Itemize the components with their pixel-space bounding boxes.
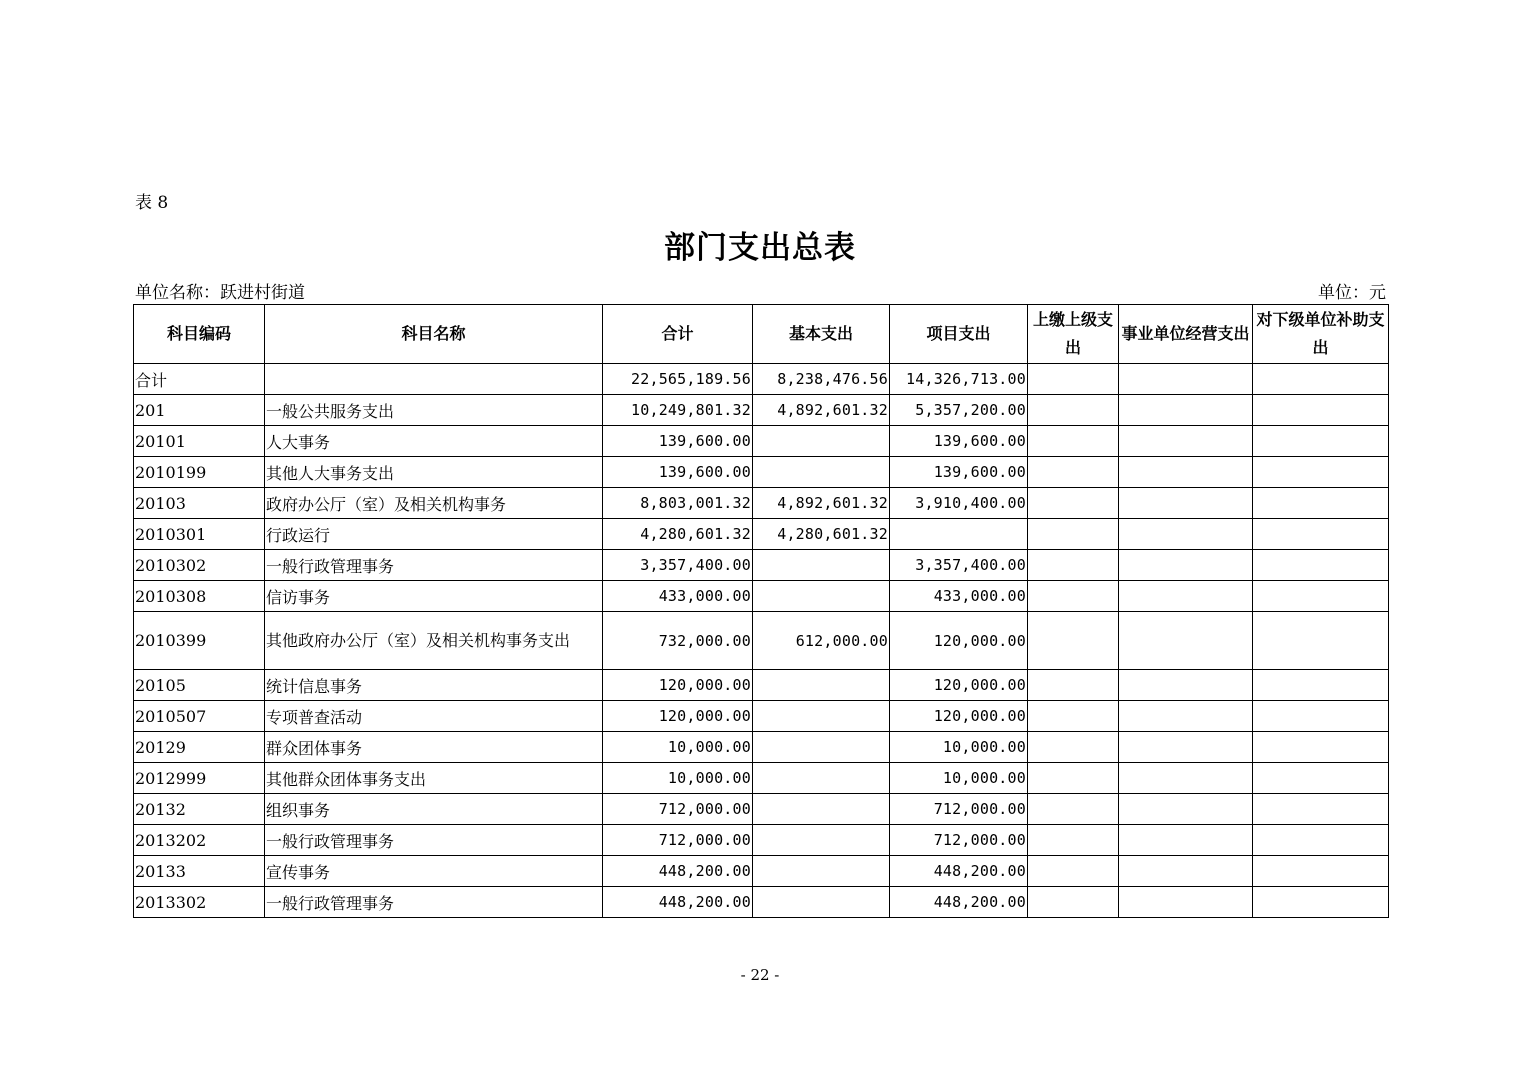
cell-name	[265, 364, 603, 395]
cell-code: 2013302	[134, 887, 265, 918]
cell-project: 139,600.00	[890, 457, 1028, 488]
cell-code: 2010199	[134, 457, 265, 488]
cell-business-expense	[1119, 763, 1253, 794]
cell-business-expense	[1119, 581, 1253, 612]
cell-subsidy	[1253, 550, 1389, 581]
page-title: 部门支出总表	[664, 230, 856, 266]
cell-upper-payment	[1028, 763, 1119, 794]
cell-name: 组织事务	[265, 794, 603, 825]
cell-business-expense	[1119, 364, 1253, 395]
cell-total: 120,000.00	[603, 701, 753, 732]
cell-project: 712,000.00	[890, 794, 1028, 825]
cell-upper-payment	[1028, 519, 1119, 550]
table-row	[134, 581, 1389, 612]
cell-subsidy	[1253, 488, 1389, 519]
cell-upper-payment	[1028, 887, 1119, 918]
cell-code: 2010399	[134, 612, 265, 670]
cell-business-expense	[1119, 395, 1253, 426]
cell-name: 专项普查活动	[265, 701, 603, 732]
table-row	[134, 794, 1389, 825]
cell-basic	[753, 550, 890, 581]
unit-name: 单位名称：跃进村街道	[135, 283, 305, 303]
cell-upper-payment	[1028, 488, 1119, 519]
cell-upper-payment	[1028, 856, 1119, 887]
cell-subsidy	[1253, 825, 1389, 856]
cell-subsidy	[1253, 426, 1389, 457]
cell-project: 5,357,200.00	[890, 395, 1028, 426]
unit-label: 单位：元	[1318, 283, 1386, 303]
cell-code: 合计	[134, 364, 265, 395]
cell-total: 712,000.00	[603, 825, 753, 856]
cell-subsidy	[1253, 701, 1389, 732]
cell-name: 一般行政管理事务	[265, 887, 603, 918]
cell-business-expense	[1119, 612, 1253, 670]
cell-subsidy	[1253, 395, 1389, 426]
cell-project: 3,910,400.00	[890, 488, 1028, 519]
cell-basic	[753, 825, 890, 856]
cell-code: 201	[134, 395, 265, 426]
cell-project: 120,000.00	[890, 670, 1028, 701]
table-row	[134, 395, 1389, 426]
cell-business-expense	[1119, 701, 1253, 732]
cell-basic	[753, 701, 890, 732]
table-row	[134, 825, 1389, 856]
cell-total: 10,249,801.32	[603, 395, 753, 426]
cell-total: 120,000.00	[603, 670, 753, 701]
cell-upper-payment	[1028, 364, 1119, 395]
cell-project	[890, 519, 1028, 550]
table-number: 表 8	[135, 193, 169, 213]
cell-subsidy	[1253, 763, 1389, 794]
cell-name: 其他政府办公厅（室）及相关机构事务支出	[265, 612, 603, 670]
cell-basic	[753, 426, 890, 457]
cell-name: 群众团体事务	[265, 732, 603, 763]
cell-total: 448,200.00	[603, 856, 753, 887]
cell-subsidy	[1253, 856, 1389, 887]
cell-total: 4,280,601.32	[603, 519, 753, 550]
page-number: - 22 -	[740, 966, 780, 984]
cell-name: 其他群众团体事务支出	[265, 763, 603, 794]
cell-code: 2010507	[134, 701, 265, 732]
cell-project: 14,326,713.00	[890, 364, 1028, 395]
cell-total: 139,600.00	[603, 457, 753, 488]
cell-upper-payment	[1028, 732, 1119, 763]
cell-upper-payment	[1028, 457, 1119, 488]
cell-business-expense	[1119, 426, 1253, 457]
table-row	[134, 457, 1389, 488]
cell-subsidy	[1253, 670, 1389, 701]
cell-code: 2013202	[134, 825, 265, 856]
cell-project: 712,000.00	[890, 825, 1028, 856]
cell-name: 统计信息事务	[265, 670, 603, 701]
cell-subsidy	[1253, 519, 1389, 550]
cell-subsidy	[1253, 794, 1389, 825]
column-header: 合计	[603, 305, 753, 364]
column-header: 对下级单位补助支出	[1253, 305, 1389, 364]
cell-name: 一般公共服务支出	[265, 395, 603, 426]
table-header-row	[134, 305, 1389, 364]
table-row	[134, 364, 1389, 395]
cell-total: 3,357,400.00	[603, 550, 753, 581]
cell-total: 10,000.00	[603, 763, 753, 794]
cell-project: 10,000.00	[890, 732, 1028, 763]
cell-name: 宣传事务	[265, 856, 603, 887]
column-header: 科目编码	[134, 305, 265, 364]
cell-upper-payment	[1028, 426, 1119, 457]
cell-code: 20103	[134, 488, 265, 519]
cell-name: 信访事务	[265, 581, 603, 612]
table-row	[134, 612, 1389, 670]
cell-total: 10,000.00	[603, 732, 753, 763]
cell-subsidy	[1253, 887, 1389, 918]
cell-subsidy	[1253, 612, 1389, 670]
table-row	[134, 763, 1389, 794]
cell-project: 139,600.00	[890, 426, 1028, 457]
cell-basic	[753, 794, 890, 825]
cell-total: 732,000.00	[603, 612, 753, 670]
cell-project: 433,000.00	[890, 581, 1028, 612]
cell-basic: 4,892,601.32	[753, 395, 890, 426]
cell-code: 2010301	[134, 519, 265, 550]
cell-name: 一般行政管理事务	[265, 550, 603, 581]
cell-basic	[753, 887, 890, 918]
table-row	[134, 856, 1389, 887]
table-row	[134, 550, 1389, 581]
cell-upper-payment	[1028, 612, 1119, 670]
cell-basic: 4,892,601.32	[753, 488, 890, 519]
cell-code: 20132	[134, 794, 265, 825]
cell-total: 8,803,001.32	[603, 488, 753, 519]
cell-basic: 612,000.00	[753, 612, 890, 670]
cell-business-expense	[1119, 488, 1253, 519]
cell-code: 20101	[134, 426, 265, 457]
cell-upper-payment	[1028, 670, 1119, 701]
column-header: 事业单位经营支出	[1119, 305, 1253, 364]
cell-project: 10,000.00	[890, 763, 1028, 794]
cell-code: 2010308	[134, 581, 265, 612]
cell-upper-payment	[1028, 395, 1119, 426]
cell-business-expense	[1119, 794, 1253, 825]
cell-upper-payment	[1028, 581, 1119, 612]
cell-project: 448,200.00	[890, 856, 1028, 887]
table-row	[134, 732, 1389, 763]
cell-business-expense	[1119, 887, 1253, 918]
cell-total: 22,565,189.56	[603, 364, 753, 395]
cell-subsidy	[1253, 732, 1389, 763]
cell-code: 20133	[134, 856, 265, 887]
table-row	[134, 519, 1389, 550]
table-row	[134, 670, 1389, 701]
cell-subsidy	[1253, 581, 1389, 612]
cell-basic	[753, 457, 890, 488]
cell-business-expense	[1119, 856, 1253, 887]
cell-upper-payment	[1028, 550, 1119, 581]
cell-basic	[753, 856, 890, 887]
cell-code: 20105	[134, 670, 265, 701]
column-header: 上缴上级支出	[1028, 305, 1119, 364]
cell-business-expense	[1119, 550, 1253, 581]
cell-basic	[753, 670, 890, 701]
cell-name: 其他人大事务支出	[265, 457, 603, 488]
cell-subsidy	[1253, 457, 1389, 488]
cell-code: 20129	[134, 732, 265, 763]
cell-business-expense	[1119, 670, 1253, 701]
cell-project: 120,000.00	[890, 612, 1028, 670]
cell-name: 一般行政管理事务	[265, 825, 603, 856]
cell-business-expense	[1119, 519, 1253, 550]
cell-business-expense	[1119, 457, 1253, 488]
column-header: 基本支出	[753, 305, 890, 364]
cell-basic: 4,280,601.32	[753, 519, 890, 550]
cell-total: 139,600.00	[603, 426, 753, 457]
cell-total: 712,000.00	[603, 794, 753, 825]
cell-upper-payment	[1028, 825, 1119, 856]
cell-basic	[753, 763, 890, 794]
table-row	[134, 488, 1389, 519]
cell-basic: 8,238,476.56	[753, 364, 890, 395]
cell-total: 433,000.00	[603, 581, 753, 612]
table-row	[134, 887, 1389, 918]
cell-code: 2010302	[134, 550, 265, 581]
column-header: 科目名称	[265, 305, 603, 364]
expenditure-table	[133, 304, 1389, 918]
cell-name: 人大事务	[265, 426, 603, 457]
cell-name: 行政运行	[265, 519, 603, 550]
cell-basic	[753, 581, 890, 612]
cell-project: 448,200.00	[890, 887, 1028, 918]
cell-project: 3,357,400.00	[890, 550, 1028, 581]
cell-code: 2012999	[134, 763, 265, 794]
cell-project: 120,000.00	[890, 701, 1028, 732]
cell-business-expense	[1119, 825, 1253, 856]
cell-upper-payment	[1028, 701, 1119, 732]
column-header: 项目支出	[890, 305, 1028, 364]
cell-name: 政府办公厅（室）及相关机构事务	[265, 488, 603, 519]
cell-subsidy	[1253, 364, 1389, 395]
cell-total: 448,200.00	[603, 887, 753, 918]
cell-upper-payment	[1028, 794, 1119, 825]
cell-basic	[753, 732, 890, 763]
table-row	[134, 426, 1389, 457]
cell-business-expense	[1119, 732, 1253, 763]
table-row	[134, 701, 1389, 732]
